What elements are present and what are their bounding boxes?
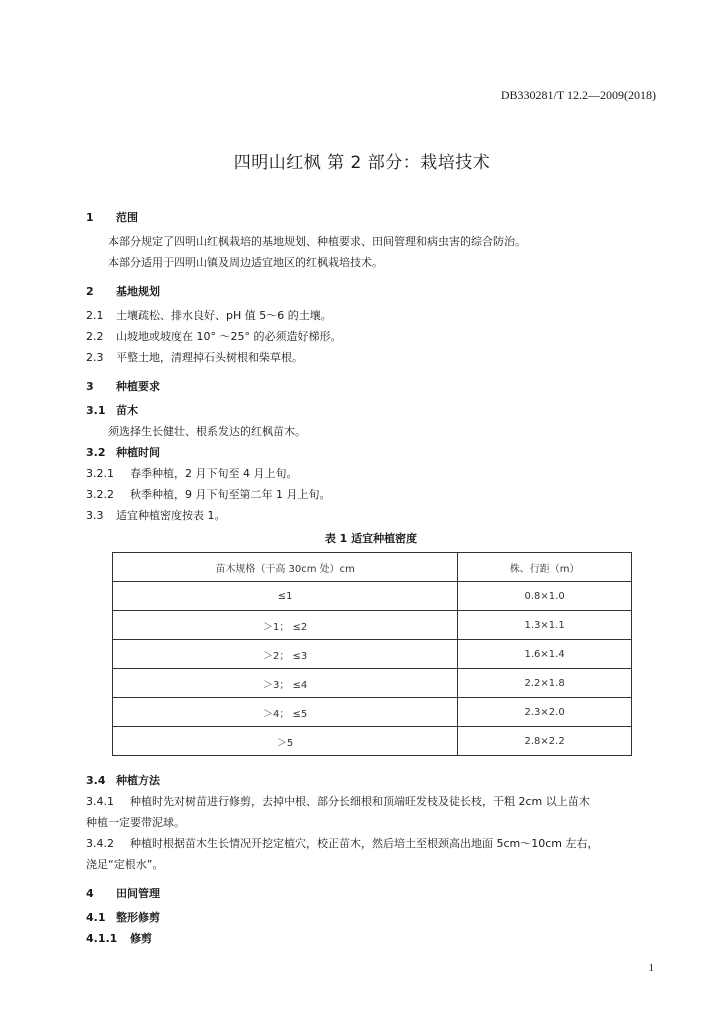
clause-3-4-heading: 3.4 种植方法 (86, 774, 160, 787)
table-cell: 1.3×1.1 (458, 611, 632, 640)
table-row (113, 640, 632, 669)
clause-2-3: 2.3 平整土地，清理掉石头树根和柴草根。 (86, 351, 303, 364)
table-caption: 表 1 适宜种植密度 (324, 532, 418, 545)
table-cell: ＞4； ≤5 (113, 698, 458, 727)
clause-3-4-2-line-2: 浇足“定根水”。 (86, 858, 164, 871)
table-cell: 2.8×2.2 (458, 727, 632, 756)
clause-2-2: 2.2 山坡地或坡度在 10° ～25° 的必须造好梯形。 (86, 330, 342, 343)
clause-3-2-heading: 3.2 种植时间 (86, 446, 160, 459)
clause-3-1-heading: 3.1 苗木 (86, 404, 138, 417)
page-title: 四明山红枫 第 2 部分：栽培技术 (233, 153, 491, 173)
table-header-cell: 株、行距（m） (458, 553, 632, 582)
standard-code: DB330281/T 12.2—2009(2018) (500, 88, 656, 102)
section-2-heading: 2 基地规划 (86, 285, 160, 298)
clause-3-2-1: 3.2.1 春季种植，2 月下旬至 4 月上旬。 (86, 467, 298, 480)
section-3-heading: 3 种植要求 (86, 380, 160, 393)
clause-2-1: 2.1 土壤疏松、排水良好、pH 值 5～6 的土壤。 (86, 309, 332, 322)
table-cell: ＞5 (113, 727, 458, 756)
section-4-heading: 4 田间管理 (86, 887, 160, 900)
table-cell: 2.3×2.0 (458, 698, 632, 727)
clause-3-2-2: 3.2.2 秋季种植，9 月下旬至第二年 1 月上旬。 (86, 488, 331, 501)
table-row (113, 582, 632, 611)
clause-3-4-2-line-1: 3.4.2 种植时根据苗木生长情况开挖定植穴，校正苗木，然后培土至根颈高出地面 5cm～10cm 左右， (86, 837, 599, 850)
table-header-cell: 苗木规格（干高 30cm 处）cm (113, 553, 458, 582)
document-body (86, 203, 656, 949)
clause-3-3: 3.3 适宜种植密度按表 1。 (86, 509, 226, 522)
clause-4-1-heading: 4.1 整形修剪 (86, 911, 160, 924)
section-1-para-2: 本部分适用于四明山镇及周边适宜地区的红枫栽培技术。 (108, 256, 383, 269)
clause-3-4-1-line-1: 3.4.1 种植时先对树苗进行修剪，去掉中根、部分长细根和顶端旺发枝及徒长枝，干粗 2cm 以上苗木 (86, 795, 590, 808)
table-cell: ＞3； ≤4 (113, 669, 458, 698)
table-cell: 0.8×1.0 (458, 582, 632, 611)
table-cell: 1.6×1.4 (458, 640, 632, 669)
density-table (112, 552, 632, 756)
clause-3-1-text: 须选择生长健壮、根系发达的红枫苗木。 (108, 425, 306, 438)
section-1-heading: 1 范围 (86, 211, 138, 224)
table-row (113, 727, 632, 756)
table-cell: ≤1 (113, 582, 458, 611)
table-cell: ＞1； ≤2 (113, 611, 458, 640)
table-row (113, 611, 632, 640)
table-row (113, 698, 632, 727)
table-cell: ＞2； ≤3 (113, 640, 458, 669)
clause-3-4-1-line-2: 种植一定要带泥球。 (86, 816, 185, 829)
table-row (113, 669, 632, 698)
page-number: 1 (648, 962, 654, 974)
clause-4-1-1-heading: 4.1.1 修剪 (86, 932, 152, 945)
section-1-para-1: 本部分规定了四明山红枫栽培的基地规划、种植要求、田间管理和病虫害的综合防治。 (108, 235, 526, 248)
table-cell: 2.2×1.8 (458, 669, 632, 698)
table-header-row (113, 553, 632, 582)
